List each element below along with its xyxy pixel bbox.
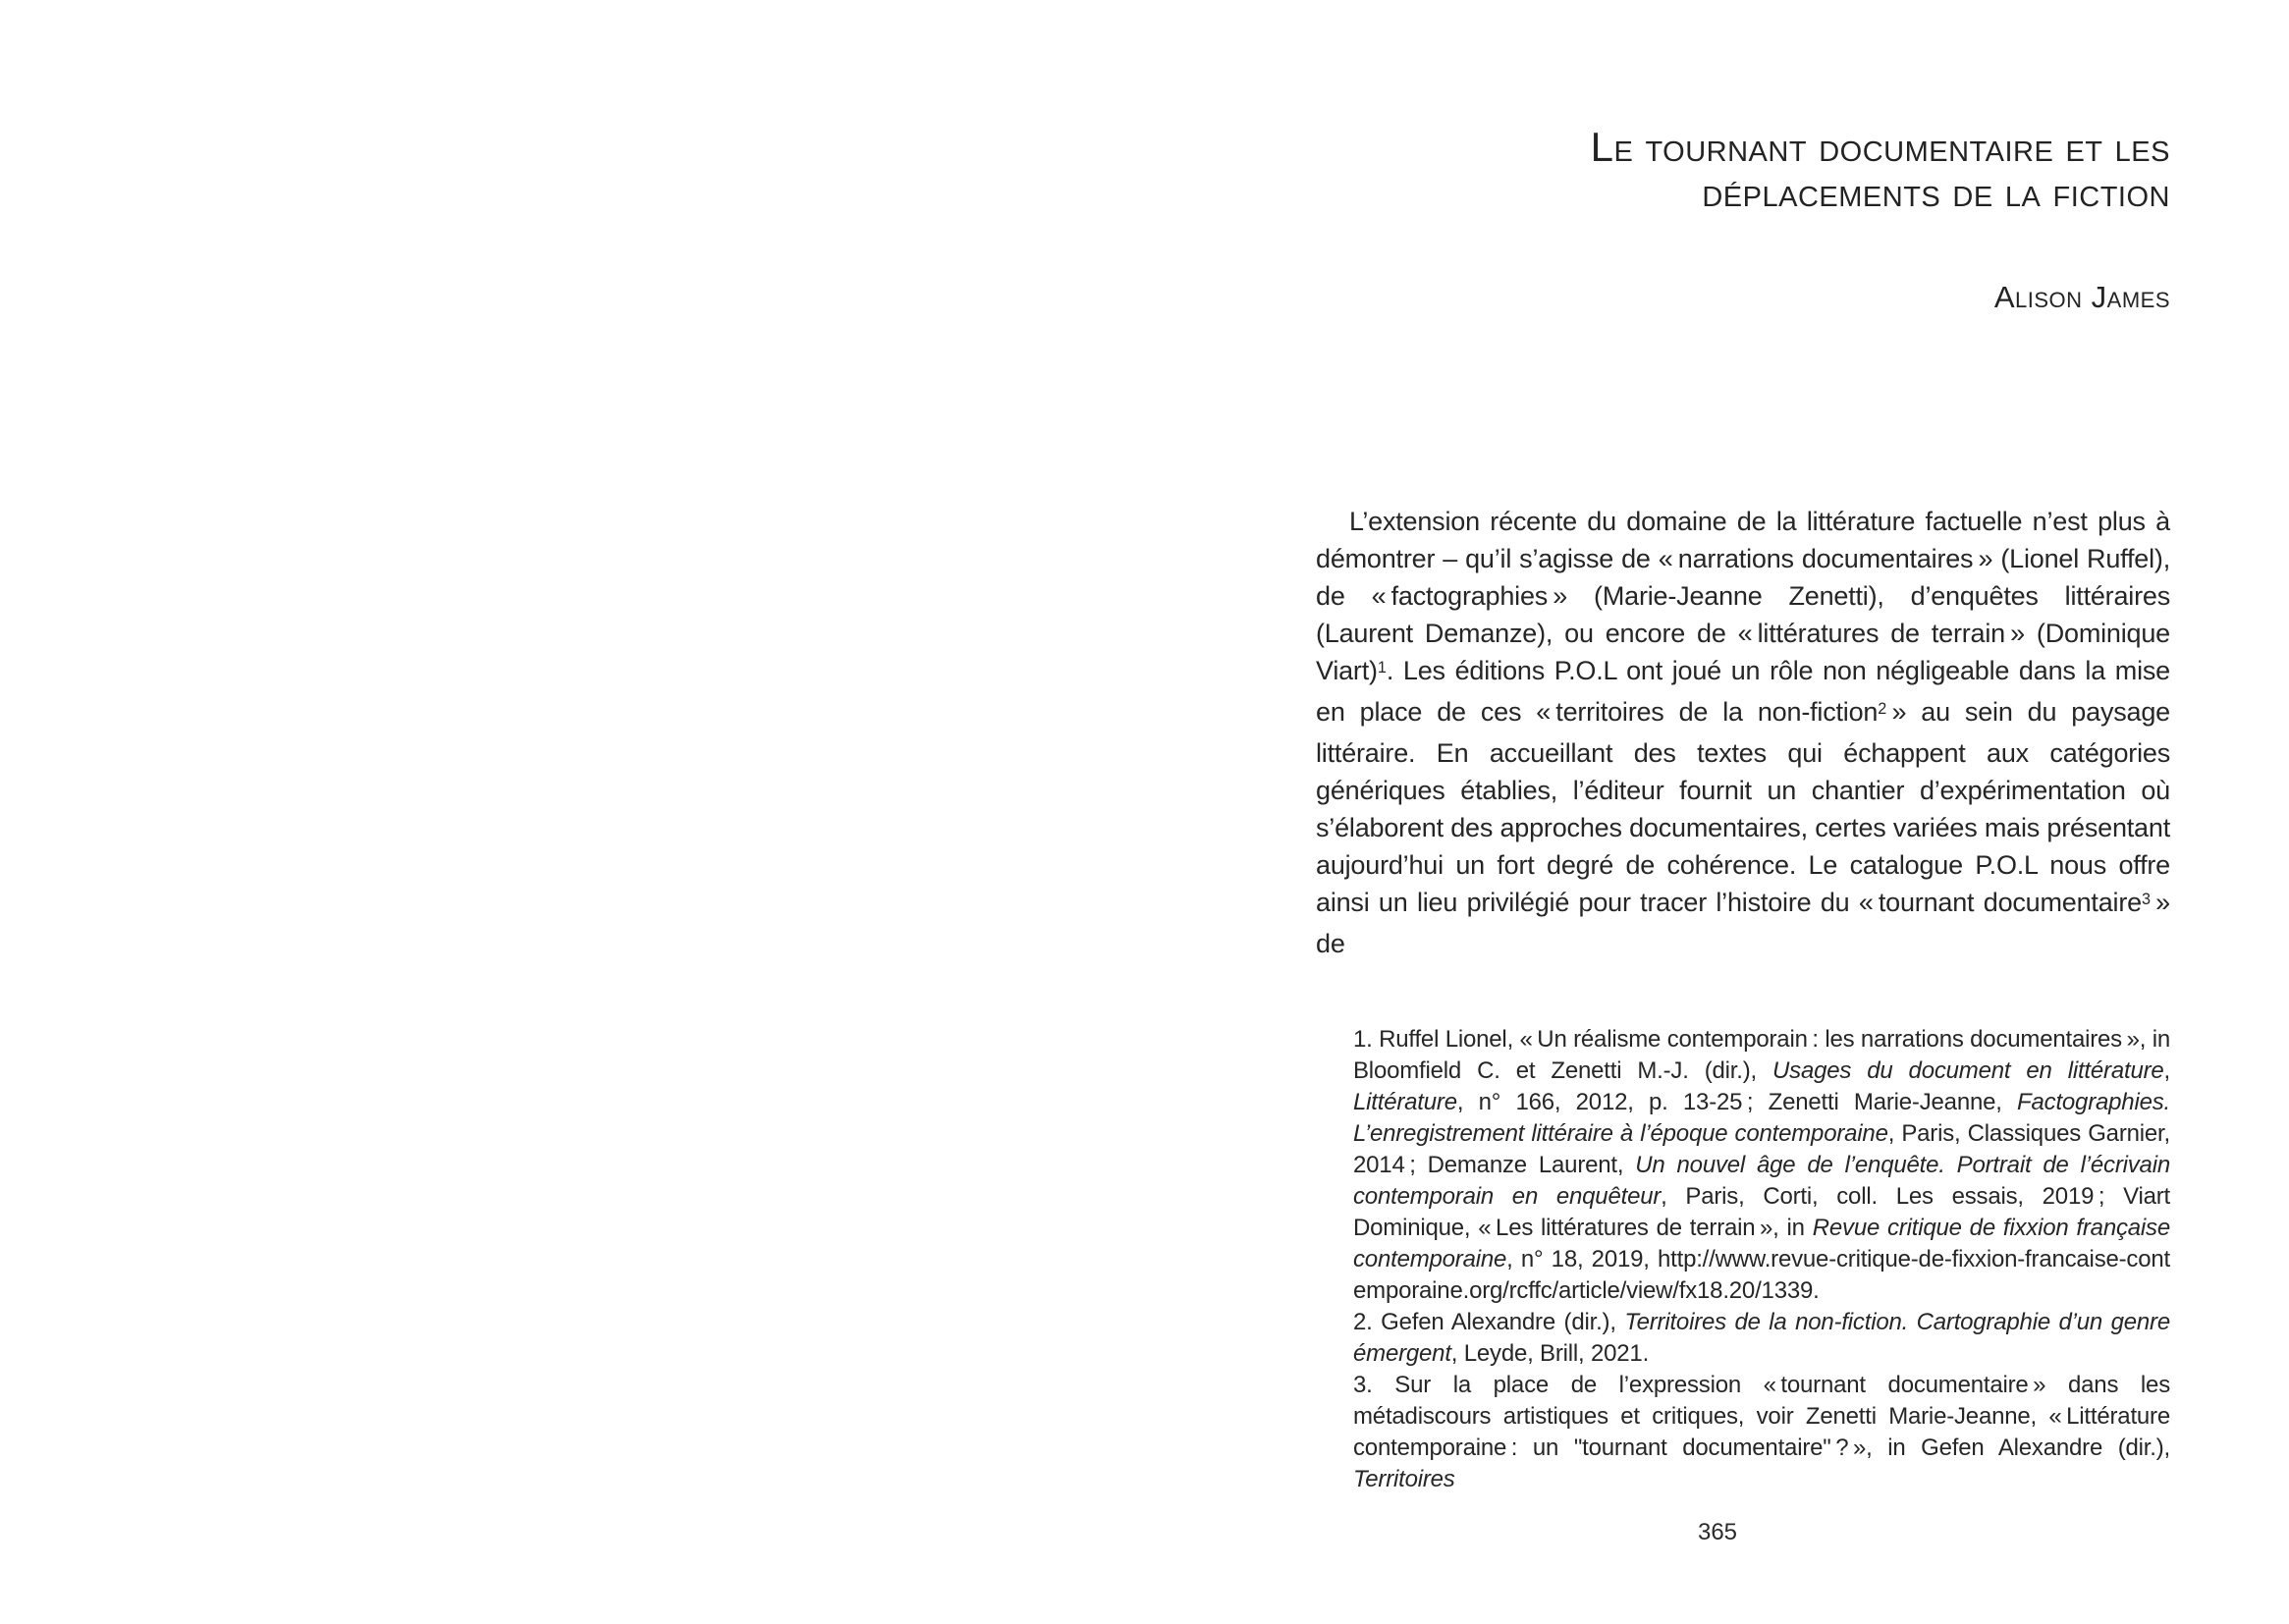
chapter-title xyxy=(1591,125,2170,215)
page-number: 365 xyxy=(1697,1519,1738,1545)
footnote-3: 3. Sur la place de l’expression « tournant documentaire » dans les métadiscours artistiques et critiques, voir Zenetti Marie-Jeanne, « Littérature contemporaine : un "tournant documentaire" ? », in Gefen Alexandre (dir.), Territoires xyxy=(1353,1372,2170,1492)
footnote-2: 2. Gefen Alexandre (dir.), Territoires de la non-fiction. Cartographie d’un genre émergent, Leyde, Brill, 2021. xyxy=(1353,1309,2170,1367)
author-name: Alison James xyxy=(1993,280,2170,314)
footnotes-block xyxy=(1353,1024,2170,1495)
footnote-1: 1. Ruffel Lionel, « Un réalisme contemporain : les narrations documentaires », in Bloomfield C. et Zenetti M.-J. (dir.), Usages du document en littérature, Littérature, n° 166, 2012, p. 13-25 ; Zenetti Marie-Jeanne, Factographies. L’enregistrement littéraire à l’époque contemporaine, Paris, Classiques Garnier, 2014 ; Demanze Laurent, Un nouvel âge de l’enquête. Portrait de l’écrivain contemporain en enquêteur, Paris, Corti, coll. Les essais, 2019 ; Viart Dominique, « Les littératures de terrain », in Revue critique de fixxion française contemporaine, n° 18, 2019, http://www.revue-critique-de-fixxion-francaise-contemporaine.org/rcffc/article/view/fx18.20/1339. xyxy=(1353,1026,2171,1304)
chapter-title-line1: Le tournant documentaire et les xyxy=(1590,124,2170,170)
body-text-block xyxy=(1316,503,2170,962)
body-paragraph: L’extension récente du domaine de la littérature factuelle n’est plus à démontrer – qu’il s’agisse de « narrations documentaires » (Lionel Ruffel), de « factographies » (Marie-Jeanne Zenetti), d’enquêtes littéraires (Laurent Demanze), ou encore de « littératures de terrain » (Dominique Viart)$^1$. Les éditions P.O.L ont joué un rôle non négligeable dans la mise en place de ces « territoires de la non-fiction$^2$ » au sein du paysage littéraire. En accueillant des textes qui échappent aux catégories génériques établies, l’éditeur fournit un chantier d’expérimentation où s’élaborent des approches documentaires, certes variées mais présentant aujourd’hui un fort degré de cohérence. Le catalogue P.O.L nous offre ainsi un lieu privilégié pour tracer l’histoire du « tournant documentaire$^3$ » de xyxy=(1316,507,2170,958)
chapter-title-line2: déplacements de la fiction xyxy=(1702,169,2170,215)
